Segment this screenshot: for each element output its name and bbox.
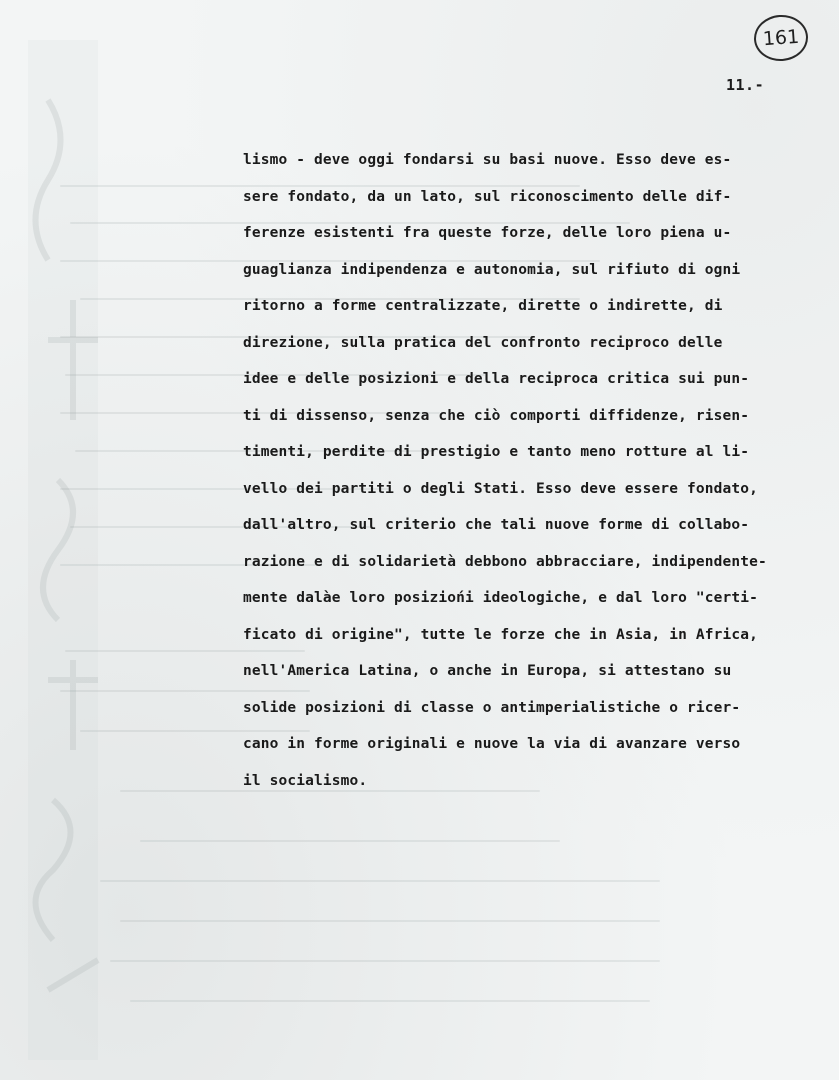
text-line: solide posizioni di classe o antimperialistiche o ricer- bbox=[243, 699, 741, 716]
text-line: dall'altro, sul criterio che tali nuove forme di collabo- bbox=[243, 517, 750, 533]
text-line: razione e di solidarietà debbono abbracciare, indipendente- bbox=[243, 553, 767, 570]
archive-watermark-icon bbox=[18, 40, 108, 1060]
text-line: sere fondato, da un lato, sul riconoscimento delle dif- bbox=[243, 188, 732, 205]
text-line: guaglianza indipendenza e autonomia, sul rifiuto di ogni bbox=[243, 261, 741, 278]
text-line: vello dei partiti o degli Stati. Esso deve essere fondato, bbox=[243, 480, 759, 497]
text-line: ficato di origine", tutte le forze che in Asia, in Africa, bbox=[243, 626, 759, 643]
text-line: il socialismo. bbox=[243, 772, 368, 789]
text-line: nell'America Latina, o anche in Europa, si attestano su bbox=[243, 663, 732, 679]
text-line: ti di dissenso, senza che ciò comporti diffidenze, risen- bbox=[243, 407, 750, 424]
text-line: direzione, sulla pratica del confronto reciproco delle bbox=[243, 334, 723, 351]
folio-number: 161 bbox=[762, 25, 800, 51]
text-line: mente dalàe loro posiziońi ideologiche, e dal loro "certi- bbox=[243, 590, 759, 606]
folio-number-stamp bbox=[752, 13, 809, 63]
text-line: timenti, perdite di prestigio e tanto meno rotture al li- bbox=[243, 444, 750, 460]
text-line: idee e delle posizioni e della reciproca critica sui pun- bbox=[243, 371, 750, 387]
text-line: ritorno a forme centralizzate, dirette o indirette, di bbox=[243, 298, 723, 314]
text-line: lismo - deve oggi fondarsi su basi nuove. Esso deve es- bbox=[243, 152, 732, 168]
page-label: 11.- bbox=[726, 76, 765, 94]
body-text bbox=[243, 142, 813, 799]
text-line: cano in forme originali e nuove la via di avanzare verso bbox=[243, 736, 741, 752]
text-line: ferenze esistenti fra queste forze, delle loro piena u- bbox=[243, 225, 732, 241]
